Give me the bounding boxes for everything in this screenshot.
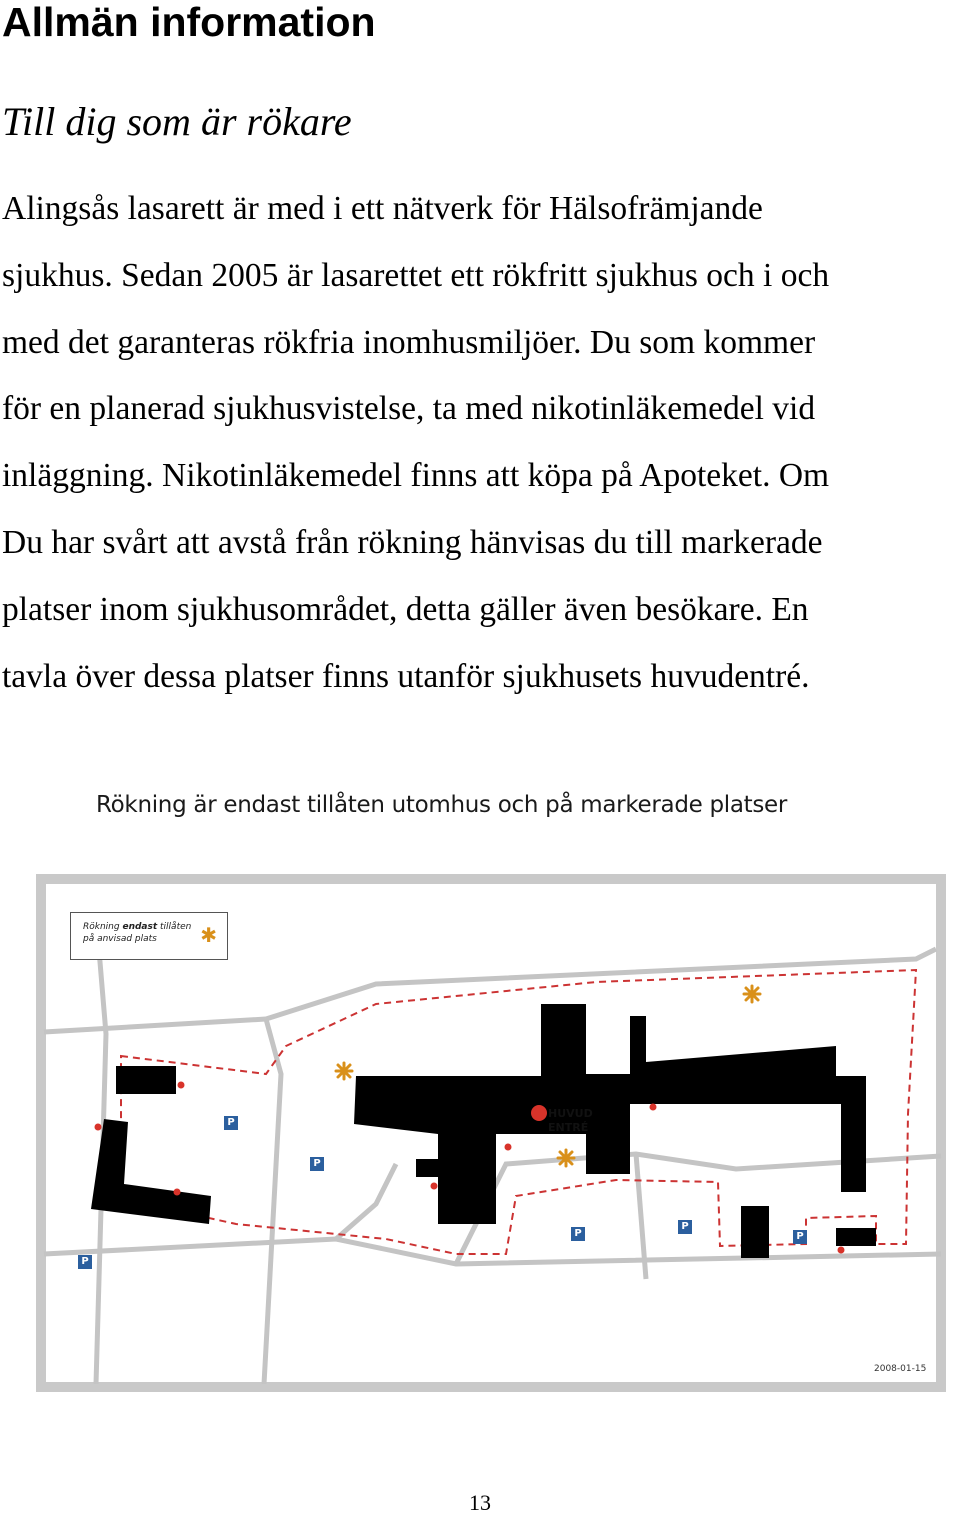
section-subheading: Till dig som är rökare [2, 99, 352, 144]
map-title: Rökning är endast tillåten utomhus och på markerade platser [96, 792, 788, 818]
map-legend [70, 912, 228, 960]
paragraph-line: Du har svårt att avstå från rökning hänvisas du till markerade [2, 523, 823, 561]
legend-text-suffix: tillåten [157, 922, 192, 932]
legend-text-emphasis: endast [122, 922, 158, 932]
paragraph-line: sjukhus. Sedan 2005 är lasarettet ett rökfritt sjukhus och i och [2, 256, 830, 294]
paragraph-line: inläggning. Nikotinläkemedel finns att köpa på Apoteket. Om [2, 457, 830, 495]
main-entrance-label [548, 1107, 593, 1135]
paragraph-line: med det garanteras rökfria inomhusmiljöer. Du som kommer [2, 323, 816, 361]
paragraph-line: för en planerad sjukhusvistelse, ta med nikotinläkemedel vid [2, 390, 816, 428]
paragraph-line: platser inom sjukhusområdet, detta gäller även besökare. En [2, 590, 809, 628]
main-entrance-dot [531, 1105, 547, 1121]
parking-icon: P [78, 1255, 92, 1269]
entrance-label-line1: HUVUD [548, 1107, 593, 1120]
site-map-drawing [36, 784, 946, 1394]
page-heading: Allmän information [2, 0, 376, 45]
legend-text-line2: på anvisad plats [83, 934, 157, 944]
legend-text-prefix: Rökning [83, 922, 123, 932]
hospital-site-map [36, 784, 946, 1394]
paragraph-line: Alingsås lasarett är med i ett nätverk för Hälsofrämjande [2, 190, 763, 227]
parking-icon: P [310, 1157, 324, 1171]
parking-icon: P [678, 1220, 692, 1234]
parking-icon: P [571, 1227, 585, 1241]
body-paragraph [2, 176, 960, 710]
parking-icon: P [793, 1230, 807, 1244]
page-number: 13 [469, 1490, 491, 1515]
map-date: 2008-01-15 [874, 1364, 927, 1374]
parking-icon: P [224, 1116, 238, 1130]
smoking-star-icon: ✱ [200, 923, 217, 947]
entrance-label-line2: ENTRÉ [548, 1121, 589, 1134]
legend-text [83, 921, 191, 945]
paragraph-line: tavla över dessa platser finns utanför sjukhusets huvudentré. [2, 657, 810, 695]
